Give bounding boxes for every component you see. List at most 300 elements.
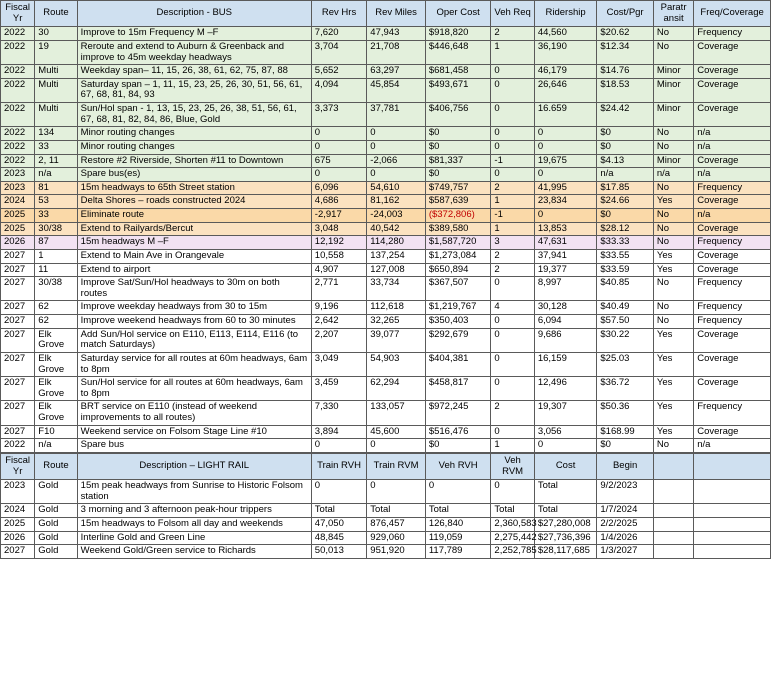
cell-4: 112,618 — [367, 301, 426, 315]
cell-8: $33.33 — [597, 236, 654, 250]
cell-description: Extend to airport — [77, 263, 311, 277]
cell-description: Weekday span– 11, 15, 26, 38, 61, 62, 75, 87, 88 — [77, 65, 311, 79]
cell-5: $0 — [425, 439, 491, 453]
cell-8: 1/4/2026 — [597, 531, 654, 545]
cell-6: 0 — [491, 328, 534, 352]
cell-8: $57.50 — [597, 315, 654, 329]
cell-8: $17.85 — [597, 181, 654, 195]
cell-9: Yes — [653, 377, 693, 401]
cell-4: 929,060 — [367, 531, 426, 545]
cell-10: Frequency — [694, 27, 771, 41]
cell-0: 2027 — [1, 401, 35, 425]
header-rail-fiscal-yr: Fiscal Yr — [1, 453, 35, 479]
cell-description: Minor routing changes — [77, 127, 311, 141]
cell-7: 9,686 — [534, 328, 597, 352]
cell-0: 2027 — [1, 377, 35, 401]
cell-10: Coverage — [694, 65, 771, 79]
cell-9: Yes — [653, 195, 693, 209]
cell-6: 2,275,442 — [491, 531, 534, 545]
cell-10: Coverage — [694, 78, 771, 102]
cell-4: Total — [367, 504, 426, 518]
table-row[interactable] — [1, 236, 771, 250]
cell-8: $14.76 — [597, 65, 654, 79]
table-row[interactable] — [1, 531, 771, 545]
cell-0: 2022 — [1, 439, 35, 453]
cell-4: 876,457 — [367, 518, 426, 532]
cell-description: Saturday service for all routes at 60m headways, 6am to 8pm — [77, 352, 311, 376]
header-rail-route: Route — [35, 453, 77, 479]
cell-6: 0 — [491, 352, 534, 376]
cell-10: Coverage — [694, 328, 771, 352]
header-train-rvm: Train RVM — [367, 453, 426, 479]
cell-description: Eliminate route — [77, 209, 311, 223]
cell-10: Coverage — [694, 154, 771, 168]
cell-1: Gold — [35, 531, 77, 545]
cell-6: 1 — [491, 195, 534, 209]
cell-0: 2025 — [1, 518, 35, 532]
cell-4: 47,943 — [367, 27, 426, 41]
cell-9: Yes — [653, 263, 693, 277]
cell-description: Improve Sat/Sun/Hol headways to 30m on both routes — [77, 277, 311, 301]
cell-0: 2022 — [1, 103, 35, 127]
header-oper-cost: Oper Cost — [425, 1, 491, 27]
cell-9: Minor — [653, 103, 693, 127]
cell-10 — [694, 518, 771, 532]
cell-4: -2,066 — [367, 154, 426, 168]
cell-5: $0 — [425, 168, 491, 182]
cell-6: -1 — [491, 154, 534, 168]
cell-5: $81,337 — [425, 154, 491, 168]
cell-10: Frequency — [694, 301, 771, 315]
cell-description: 15m headways M –F — [77, 236, 311, 250]
cell-7: 0 — [534, 439, 597, 453]
cell-9: Yes — [653, 249, 693, 263]
cell-6: 2 — [491, 263, 534, 277]
cell-6: 2 — [491, 401, 534, 425]
cell-0: 2027 — [1, 263, 35, 277]
cell-3: 675 — [311, 154, 367, 168]
cell-6: 4 — [491, 301, 534, 315]
cell-3: 12,192 — [311, 236, 367, 250]
cell-description: Restore #2 Riverside, Shorten #11 to Downtown — [77, 154, 311, 168]
cell-6: 2,360,583 — [491, 518, 534, 532]
table-row[interactable] — [1, 78, 771, 102]
cell-description: Sun/Hol service for all routes at 60m headways, 6am to 8pm — [77, 377, 311, 401]
cell-9: Minor — [653, 78, 693, 102]
cell-3: 4,686 — [311, 195, 367, 209]
cell-6: 2 — [491, 27, 534, 41]
cell-5: $972,245 — [425, 401, 491, 425]
table-row[interactable] — [1, 425, 771, 439]
cell-1: 19 — [35, 40, 77, 64]
header-ridership: Ridership — [534, 1, 597, 27]
cell-3: 3,048 — [311, 222, 367, 236]
cell-10: Frequency — [694, 315, 771, 329]
table-row[interactable] — [1, 103, 771, 127]
cell-7: 36,190 — [534, 40, 597, 64]
cell-5: $0 — [425, 140, 491, 154]
table-row[interactable] — [1, 195, 771, 209]
cell-3: 2,207 — [311, 328, 367, 352]
cell-4: 137,254 — [367, 249, 426, 263]
cell-7: 0 — [534, 168, 597, 182]
cell-6: 1 — [491, 40, 534, 64]
cell-10 — [694, 545, 771, 559]
cell-description: 15m headways to 65th Street station — [77, 181, 311, 195]
cell-9: No — [653, 40, 693, 64]
cell-4: 0 — [367, 439, 426, 453]
cell-0: 2022 — [1, 127, 35, 141]
cell-description: Sun/Hol span - 1, 13, 15, 23, 25, 26, 38, 51, 56, 61, 67, 68, 81, 82, 84, 86, Blue, Gold — [77, 103, 311, 127]
cell-10: Frequency — [694, 401, 771, 425]
cell-10: Frequency — [694, 277, 771, 301]
cell-9 — [653, 545, 693, 559]
cell-1: 33 — [35, 209, 77, 223]
table-row[interactable] — [1, 401, 771, 425]
cell-7: $28,117,685 — [534, 545, 597, 559]
cell-0: 2025 — [1, 222, 35, 236]
cell-8: 1/7/2024 — [597, 504, 654, 518]
cell-3: 3,373 — [311, 103, 367, 127]
cell-7: 16,159 — [534, 352, 597, 376]
cell-3: 47,050 — [311, 518, 367, 532]
cell-9 — [653, 531, 693, 545]
header-paratransit: Paratr ansit — [653, 1, 693, 27]
cell-3: 7,330 — [311, 401, 367, 425]
cell-0: 2024 — [1, 195, 35, 209]
header-rev-hrs: Rev Hrs — [311, 1, 367, 27]
cell-3: 4,907 — [311, 263, 367, 277]
cell-0: 2022 — [1, 154, 35, 168]
cell-7: 0 — [534, 209, 597, 223]
cell-6: 0 — [491, 65, 534, 79]
cell-description: 15m headways to Folsom all day and weekends — [77, 518, 311, 532]
cell-9: Yes — [653, 425, 693, 439]
cell-3: 3,049 — [311, 352, 367, 376]
cell-7: 16.659 — [534, 103, 597, 127]
cell-6: 0 — [491, 377, 534, 401]
table-row[interactable] — [1, 504, 771, 518]
cell-8: $0 — [597, 439, 654, 453]
cell-5: $350,403 — [425, 315, 491, 329]
cell-7: $27,736,396 — [534, 531, 597, 545]
table-row[interactable] — [1, 301, 771, 315]
header-veh-rvm: Veh RVM — [491, 453, 534, 479]
cell-4: 45,854 — [367, 78, 426, 102]
table-row[interactable] — [1, 222, 771, 236]
table-row[interactable] — [1, 518, 771, 532]
cell-4: 62,294 — [367, 377, 426, 401]
header-description-light-rail: Description – LIGHT RAIL — [77, 453, 311, 479]
cell-9: No — [653, 277, 693, 301]
cell-6: 3 — [491, 236, 534, 250]
cell-5: 119,059 — [425, 531, 491, 545]
cell-0: 2023 — [1, 181, 35, 195]
cell-0: 2027 — [1, 545, 35, 559]
bus-table-body — [1, 27, 771, 453]
table-row[interactable] — [1, 181, 771, 195]
cell-8: $12.34 — [597, 40, 654, 64]
cell-description: 15m peak headways from Sunrise to Historic Folsom station — [77, 480, 311, 504]
cell-10: Coverage — [694, 40, 771, 64]
cell-description: Add Sun/Hol service on E110, E113, E114, E116 (to match Saturdays) — [77, 328, 311, 352]
cell-5: $1,587,720 — [425, 236, 491, 250]
cell-6: 0 — [491, 127, 534, 141]
cell-4: 33,734 — [367, 277, 426, 301]
cell-8: 2/2/2025 — [597, 518, 654, 532]
cell-1: 62 — [35, 301, 77, 315]
cell-4: 45,600 — [367, 425, 426, 439]
cell-description: Extend to Main Ave in Orangevale — [77, 249, 311, 263]
cell-9 — [653, 518, 693, 532]
cell-4: 32,265 — [367, 315, 426, 329]
cell-4: 0 — [367, 127, 426, 141]
cell-1: 30/38 — [35, 222, 77, 236]
cell-8: $33.55 — [597, 249, 654, 263]
cell-9: No — [653, 140, 693, 154]
header-rev-miles: Rev Miles — [367, 1, 426, 27]
rail-table-header-row — [1, 453, 771, 479]
cell-8: $36.72 — [597, 377, 654, 401]
table-row[interactable] — [1, 328, 771, 352]
table-row[interactable] — [1, 40, 771, 64]
cell-7: 13,853 — [534, 222, 597, 236]
cell-5: $404,381 — [425, 352, 491, 376]
cell-1: 30/38 — [35, 277, 77, 301]
cell-1: Multi — [35, 65, 77, 79]
cell-1: 87 — [35, 236, 77, 250]
cell-8: 1/3/2027 — [597, 545, 654, 559]
table-row[interactable] — [1, 439, 771, 453]
cell-7: $27,280,008 — [534, 518, 597, 532]
cell-4: 951,920 — [367, 545, 426, 559]
cell-0: 2027 — [1, 328, 35, 352]
header-veh-rvh: Veh RVH — [425, 453, 491, 479]
cell-5: $918,820 — [425, 27, 491, 41]
cell-0: 2024 — [1, 504, 35, 518]
cell-5: 117,789 — [425, 545, 491, 559]
cell-4: 81,162 — [367, 195, 426, 209]
cell-1: Elk Grove — [35, 352, 77, 376]
cell-3: 3,894 — [311, 425, 367, 439]
cell-8: $28.12 — [597, 222, 654, 236]
cell-9: No — [653, 27, 693, 41]
cell-6: 2 — [491, 181, 534, 195]
cell-1: Gold — [35, 518, 77, 532]
table-row[interactable] — [1, 480, 771, 504]
cell-5: $650,894 — [425, 263, 491, 277]
table-row[interactable] — [1, 263, 771, 277]
cell-6: 0 — [491, 140, 534, 154]
table-row[interactable] — [1, 27, 771, 41]
cell-0: 2022 — [1, 65, 35, 79]
cell-9: No — [653, 127, 693, 141]
cell-1: F10 — [35, 425, 77, 439]
cell-10: Coverage — [694, 425, 771, 439]
cell-7: 30,128 — [534, 301, 597, 315]
cell-9: Minor — [653, 154, 693, 168]
cell-5: $681,458 — [425, 65, 491, 79]
cell-8: n/a — [597, 168, 654, 182]
cell-7: Total — [534, 504, 597, 518]
cell-10: n/a — [694, 140, 771, 154]
cell-5: $749,757 — [425, 181, 491, 195]
cell-4: 133,057 — [367, 401, 426, 425]
cell-9: No — [653, 439, 693, 453]
cell-0: 2027 — [1, 301, 35, 315]
cell-5: $406,756 — [425, 103, 491, 127]
cell-description: Improve weekend headways from 60 to 30 minutes — [77, 315, 311, 329]
cell-4: 63,297 — [367, 65, 426, 79]
table-row[interactable] — [1, 209, 771, 223]
cell-8: 9/2/2023 — [597, 480, 654, 504]
cell-9 — [653, 504, 693, 518]
cell-5: $446,648 — [425, 40, 491, 64]
cell-4: 54,903 — [367, 352, 426, 376]
cell-0: 2027 — [1, 315, 35, 329]
header-rail-blank-2 — [694, 453, 771, 479]
light-rail-table — [0, 453, 771, 559]
cell-10: n/a — [694, 209, 771, 223]
cell-3: -2,917 — [311, 209, 367, 223]
cell-9 — [653, 480, 693, 504]
table-row[interactable] — [1, 545, 771, 559]
table-row[interactable] — [1, 154, 771, 168]
cell-6: 0 — [491, 425, 534, 439]
rail-table-body — [1, 480, 771, 559]
table-row[interactable] — [1, 65, 771, 79]
cell-1: Elk Grove — [35, 377, 77, 401]
cell-10: Frequency — [694, 236, 771, 250]
cell-0: 2027 — [1, 425, 35, 439]
cell-5: $367,507 — [425, 277, 491, 301]
cell-10: Coverage — [694, 249, 771, 263]
cell-0: 2025 — [1, 209, 35, 223]
cell-1: 62 — [35, 315, 77, 329]
table-row[interactable] — [1, 377, 771, 401]
cell-10: Coverage — [694, 222, 771, 236]
cell-8: $18.53 — [597, 78, 654, 102]
cell-8: $20.62 — [597, 27, 654, 41]
header-veh-req: Veh Req — [491, 1, 534, 27]
cell-9: No — [653, 209, 693, 223]
cell-6: 2,252,785 — [491, 545, 534, 559]
header-cost-per-pgr: Cost/Pgr — [597, 1, 654, 27]
cell-3: 0 — [311, 127, 367, 141]
cell-3: 2,771 — [311, 277, 367, 301]
cell-3: 3,704 — [311, 40, 367, 64]
cell-1: 53 — [35, 195, 77, 209]
cell-description: Improve weekday headways from 30 to 15m — [77, 301, 311, 315]
cell-6: 0 — [491, 78, 534, 102]
cell-7: 46,179 — [534, 65, 597, 79]
cell-5: $587,639 — [425, 195, 491, 209]
cell-7: 6,094 — [534, 315, 597, 329]
cell-3: Total — [311, 504, 367, 518]
cell-0: 2027 — [1, 249, 35, 263]
cell-1: 11 — [35, 263, 77, 277]
cell-9: No — [653, 315, 693, 329]
cell-1: Elk Grove — [35, 328, 77, 352]
cell-9: Yes — [653, 328, 693, 352]
cell-3: 4,094 — [311, 78, 367, 102]
cell-3: 6,096 — [311, 181, 367, 195]
table-row[interactable] — [1, 352, 771, 376]
cell-9: No — [653, 236, 693, 250]
cell-7: 0 — [534, 127, 597, 141]
cell-4: 0 — [367, 480, 426, 504]
cell-8: $25.03 — [597, 352, 654, 376]
cell-3: 2,642 — [311, 315, 367, 329]
cell-7: Total — [534, 480, 597, 504]
cell-8: $0 — [597, 127, 654, 141]
cell-0: 2027 — [1, 352, 35, 376]
table-row[interactable] — [1, 168, 771, 182]
cell-4: 21,708 — [367, 40, 426, 64]
cell-4: 127,008 — [367, 263, 426, 277]
bus-table-header-row — [1, 1, 771, 27]
cell-5: $458,817 — [425, 377, 491, 401]
cell-4: 37,781 — [367, 103, 426, 127]
cell-6: 0 — [491, 168, 534, 182]
cell-0: 2027 — [1, 277, 35, 301]
cell-3: 0 — [311, 168, 367, 182]
cell-8: $4.13 — [597, 154, 654, 168]
cell-4: 0 — [367, 168, 426, 182]
table-row[interactable] — [1, 249, 771, 263]
cell-5: $292,679 — [425, 328, 491, 352]
cell-5: $389,580 — [425, 222, 491, 236]
cell-7: 19,377 — [534, 263, 597, 277]
cell-3: 9,196 — [311, 301, 367, 315]
cell-5: 126,840 — [425, 518, 491, 532]
cell-1: Gold — [35, 480, 77, 504]
cell-3: 7,620 — [311, 27, 367, 41]
cell-10: Coverage — [694, 352, 771, 376]
cell-1: n/a — [35, 168, 77, 182]
cell-description: Weekend Gold/Green service to Richards — [77, 545, 311, 559]
cell-description: Reroute and extend to Auburn & Greenback and improve to 45m weekday headways — [77, 40, 311, 64]
table-row[interactable] — [1, 140, 771, 154]
cell-3: 50,013 — [311, 545, 367, 559]
table-row[interactable] — [1, 277, 771, 301]
cell-7: 44,560 — [534, 27, 597, 41]
cell-4: 40,542 — [367, 222, 426, 236]
table-row[interactable] — [1, 127, 771, 141]
cell-7: 8,997 — [534, 277, 597, 301]
cell-1: Multi — [35, 103, 77, 127]
cell-10: Frequency — [694, 181, 771, 195]
cell-0: 2023 — [1, 168, 35, 182]
cell-0: 2022 — [1, 40, 35, 64]
table-row[interactable] — [1, 315, 771, 329]
cell-description: Saturday span – 1, 11, 15, 23, 25, 26, 30, 51, 56, 61, 67, 68, 81, 84, 93 — [77, 78, 311, 102]
cell-6: 1 — [491, 439, 534, 453]
cell-7: 26,646 — [534, 78, 597, 102]
cell-1: Elk Grove — [35, 401, 77, 425]
cell-5: $1,219,767 — [425, 301, 491, 315]
cell-3: 0 — [311, 480, 367, 504]
cell-8: $0 — [597, 209, 654, 223]
cell-0: 2023 — [1, 480, 35, 504]
cell-10: Coverage — [694, 195, 771, 209]
cell-description: Interline Gold and Green Line — [77, 531, 311, 545]
cell-1: Multi — [35, 78, 77, 102]
cell-description: Improve to 15m Frequency M –F — [77, 27, 311, 41]
cell-6: -1 — [491, 209, 534, 223]
cell-1: 81 — [35, 181, 77, 195]
cell-6: 0 — [491, 277, 534, 301]
